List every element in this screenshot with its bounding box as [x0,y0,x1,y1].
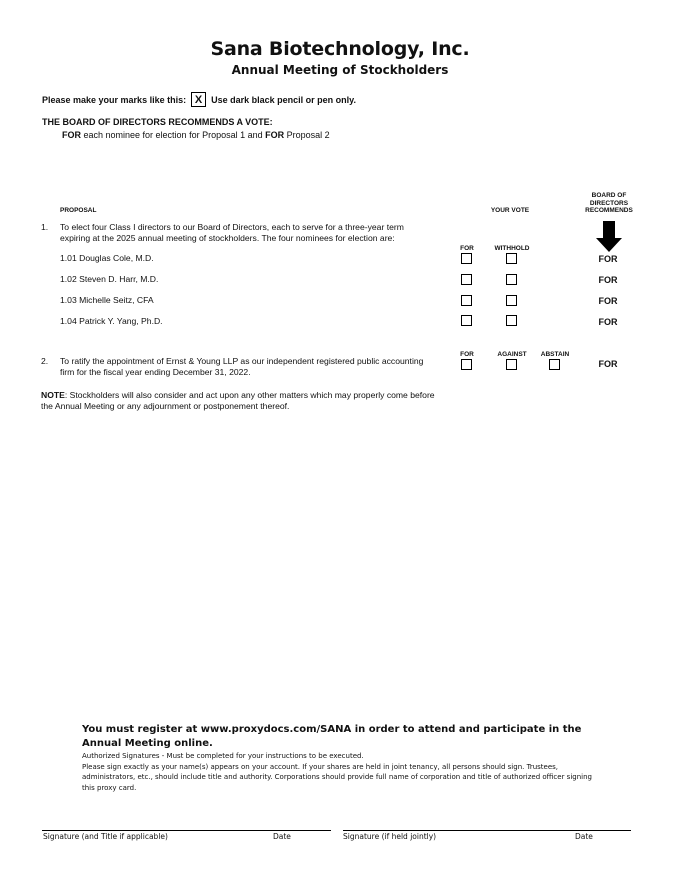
auth-title: Authorized Signatures - Must be completed for your instructions to be executed. [82,752,364,760]
nominee-2-withhold-checkbox[interactable] [506,274,517,285]
date-2-label: Date [575,832,593,841]
board-line-1: BOARD OF [591,192,627,199]
nominee-1-recommendation: FOR [598,254,618,264]
nominee-2-recommendation: FOR [598,275,618,285]
marks-prefix: Please make your marks like this: [42,94,187,105]
signature-line-2[interactable] [343,830,631,831]
proposal-2-recommendation: FOR [598,359,618,369]
nominee-1-for-checkbox[interactable] [461,253,472,264]
nominee-4-name: 1.04 Patrick Y. Yang, Ph.D. [60,316,163,326]
rec-for-2: FOR [265,130,285,140]
nominee-1-name: 1.01 Douglas Cole, M.D. [60,253,154,263]
p1-for-header: FOR [460,245,474,252]
nominee-3-withhold-checkbox[interactable] [506,295,517,306]
company-title: Sana Biotechnology, Inc. [210,38,470,60]
note-text: : Stockholders will also consider and act upon any other matters which may properly come before the Annual Meeting or any adjournment or postponement thereof. [41,390,435,411]
marks-instruction [42,92,356,107]
proposal-column-header: PROPOSAL [60,207,97,214]
nominee-3-recommendation: FOR [598,296,618,306]
proposal-2-number: 2. [41,356,49,366]
authorized-signatures-section [82,751,602,793]
marks-suffix: Use dark black pencil or pen only. [211,94,356,105]
board-recommendation-summary [62,130,330,140]
proposal-2-text [60,356,460,378]
rec-mid: each nominee for election for Proposal 1 and [81,130,266,140]
nominee-2-name: 1.02 Steven D. Harr, M.D. [60,274,159,284]
note-paragraph [41,390,441,412]
example-mark-box: X [191,92,206,107]
board-recommends-header: THE BOARD OF DIRECTORS RECOMMENDS A VOTE: [42,117,273,127]
rec-for-1: FOR [62,130,81,140]
note-label: NOTE [41,390,65,400]
signature-2-label: Signature (if held jointly) [343,832,437,841]
proposal-2-against-checkbox[interactable] [506,359,517,370]
nominee-4-recommendation: FOR [598,317,618,327]
proposal-2-for-checkbox[interactable] [461,359,472,370]
board-line-2: DIRECTORS [589,199,629,207]
p1-withhold-header: WITHHOLD [494,245,530,252]
nominee-1-withhold-checkbox[interactable] [506,253,517,264]
date-1-label: Date [273,832,291,841]
nominee-3-name: 1.03 Michelle Seitz, CFA [60,295,154,305]
nominee-3-for-checkbox[interactable] [461,295,472,306]
p2-against-header: AGAINST [497,351,527,358]
signature-1-label: Signature (and Title if applicable) [43,832,168,841]
signature-line-1[interactable] [42,830,331,831]
proposal-1-number: 1. [41,222,49,232]
auth-text: Please sign exactly as your name(s) appears on your account. If your shares are held in joint tenancy, all persons should sign. Trustees, administrators, etc., should include title and authority. Corporations should provide full name of corporation and title of authorized officer signing this proxy card. [82,762,592,792]
rec-end: Proposal 2 [284,130,330,140]
board-line-3: RECOMMENDS [585,207,633,214]
p2-abstain-header: ABSTAIN [540,351,570,358]
proposal-2-abstain-checkbox[interactable] [549,359,560,370]
registration-notice: You must register at www.proxydocs.com/SANA in order to attend and participate in the Annual Meeting online. [82,724,582,749]
board-recommends-column-header [578,192,640,215]
your-vote-column-header: YOUR VOTE [490,207,530,214]
nominee-2-for-checkbox[interactable] [461,274,472,285]
proposal-1-text [60,222,460,244]
proposal-1-text-line-1: To elect four Class I directors to our Board of Directors, each to serve for a three-year term [60,222,404,232]
proposal-1-text-line-2: expiring at the 2025 annual meeting of stockholders. The four nominees for election are: [60,233,395,243]
down-arrow-icon [594,221,624,253]
proposal-2-text-line-2: firm for the fiscal year ending December 31, 2022. [60,367,251,377]
nominee-4-for-checkbox[interactable] [461,315,472,326]
p2-for-header: FOR [460,351,474,358]
meeting-subtitle: Annual Meeting of Stockholders [231,63,449,77]
nominee-4-withhold-checkbox[interactable] [506,315,517,326]
proposal-2-text-line-1: To ratify the appointment of Ernst & Young LLP as our independent registered public accounting [60,356,424,366]
